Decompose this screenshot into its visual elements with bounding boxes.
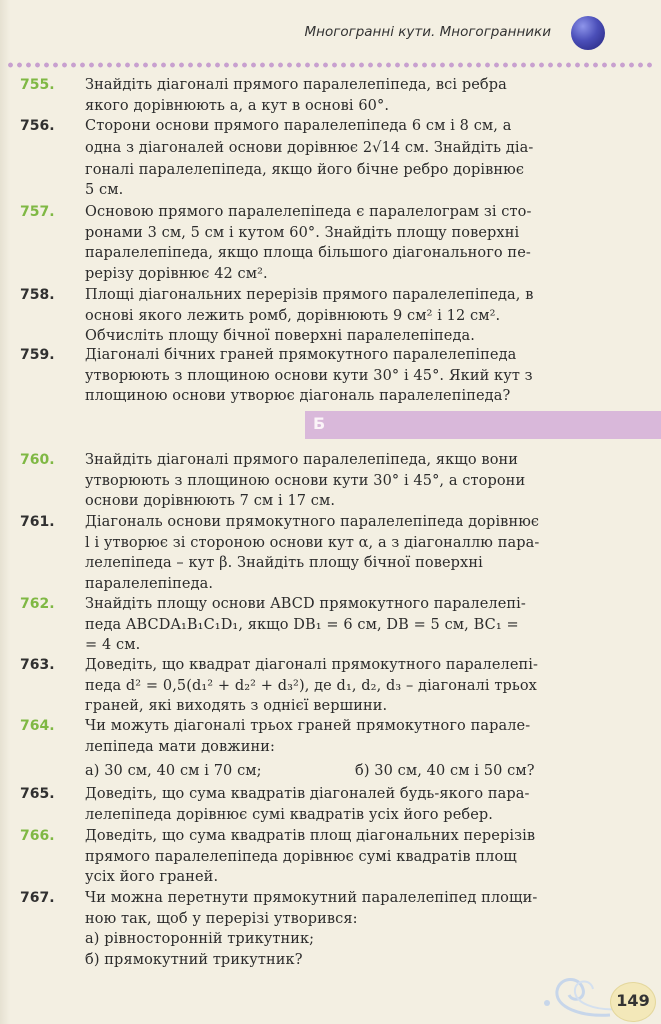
section-band: [305, 411, 661, 439]
problem-line: Доведіть, що сума квадратів площ діагональних перерізів: [85, 828, 536, 844]
problem-line: l і утворює зі стороною основи кут α, а з діагоналлю пара-: [85, 534, 540, 551]
problem-number: 760.: [20, 452, 55, 468]
problem-line: Знайдіть площу основи ABCD прямокутного паралелепі-: [85, 596, 526, 612]
answer-option-a: а) 30 см, 40 см і 70 см;: [85, 763, 262, 779]
problem-number: 758.: [20, 287, 55, 303]
problem-number: 764.: [20, 718, 55, 734]
answer-option-b: б) 30 см, 40 см і 50 см?: [355, 763, 535, 779]
problem-line: рерізу дорівнює 42 см².: [85, 265, 268, 282]
problem-line: Чи можна перетнути прямокутний паралелепіпед площи-: [85, 890, 538, 906]
problem-759: [20, 345, 612, 407]
page-header-title: Многогранні кути. Многогранники: [304, 24, 551, 40]
problem-761: [20, 512, 612, 594]
problem-line: усіх його граней.: [85, 869, 219, 885]
page-number: 149: [616, 991, 650, 1010]
problem-755: [20, 75, 612, 116]
problem-766: [20, 826, 612, 888]
problem-line: основі якого лежить ромб, дорівнюють 9 см² і 12 см².: [85, 307, 501, 324]
problem-line: 5 см.: [85, 182, 124, 198]
problem-line: площиною основи утворює діагональ паралелепіпеда?: [85, 388, 511, 404]
problem-line: паралелепіпеда.: [85, 575, 214, 592]
problem-line: ною так, щоб у перерізі утворився:: [85, 910, 358, 927]
problem-767: [20, 888, 612, 970]
problem-number: 767.: [20, 890, 55, 906]
problem-number: 765.: [20, 786, 55, 802]
problem-line: Доведіть, що квадрат діагоналі прямокутного паралелепі-: [85, 657, 539, 673]
problem-line: Діагоналі бічних граней прямокутного паралелепіпеда: [85, 347, 517, 363]
problem-line: Сторони основи прямого паралелепіпеда 6 см і 8 см, а: [85, 118, 512, 134]
problem-line: гоналі паралелепіпеда, якщо його бічне ребро дорівнює: [85, 161, 525, 178]
page-number-badge: [610, 982, 656, 1022]
problem-760: [20, 450, 612, 512]
problem-758: [20, 285, 612, 347]
problem-763: [20, 655, 612, 717]
problem-line: Знайдіть діагоналі прямого паралелепіпеда, всі ребра: [85, 77, 507, 93]
problem-756: [20, 116, 612, 201]
problem-line: ронами 3 см, 5 см і кутом 60°. Знайдіть площу поверхні: [85, 224, 520, 241]
problem-764: [20, 716, 612, 782]
problem-line: Діагональ основи прямокутного паралелепіпеда дорівнює: [85, 514, 540, 530]
problem-number: 756.: [20, 118, 55, 134]
problem-line: лелепіпеда дорівнює сумі квадратів усіх його ребер.: [85, 806, 493, 823]
problem-number: 766.: [20, 828, 55, 844]
problem-line: граней, які виходять з однієї вершини.: [85, 698, 388, 714]
problem-number: 759.: [20, 347, 55, 363]
problem-line: педа ABCDA₁B₁C₁D₁, якщо DB₁ = 6 см, DB = 5 см, BC₁ =: [85, 616, 519, 633]
problem-line: паралелепіпеда, якщо площа більшого діагонального пе-: [85, 245, 531, 261]
problem-number: 762.: [20, 596, 55, 612]
page-edge: [0, 0, 10, 1024]
problem-757: [20, 202, 612, 284]
problem-line: Чи можуть діагоналі трьох граней прямокутного парале-: [85, 718, 531, 734]
problem-765: [20, 784, 612, 825]
header-decoration-ball: [571, 16, 605, 50]
problem-number: 757.: [20, 204, 55, 220]
problem-line: Обчисліть площу бічної поверхні паралелепіпеда.: [85, 328, 475, 344]
problem-762: [20, 594, 612, 656]
problem-line: б) прямокутний трикутник?: [85, 951, 303, 968]
problem-line: прямого паралелепіпеда дорівнює сумі квадратів площ: [85, 848, 517, 865]
dotted-divider: [6, 62, 656, 68]
problem-line: = 4 см.: [85, 637, 141, 653]
problem-line: якого дорівнюють a, а кут в основі 60°.: [85, 97, 390, 114]
problem-line: лепіпеда мати довжини:: [85, 738, 275, 755]
answer-options: [85, 761, 612, 782]
problem-number: 761.: [20, 514, 55, 530]
problem-line: Площі діагональних перерізів прямого паралелепіпеда, в: [85, 287, 534, 303]
problem-line: лелепіпеда – кут β. Знайдіть площу бічної поверхні: [85, 555, 483, 571]
problem-line: а) рівносторонній трикутник;: [85, 931, 315, 947]
problem-line: основи дорівнюють 7 см і 17 см.: [85, 493, 336, 509]
problem-line: Основою прямого паралелепіпеда є паралелограм зі сто-: [85, 204, 532, 220]
section-label: Б: [313, 414, 326, 433]
problem-line: утворюють з площиною основи кути 30° і 45°, а сторони: [85, 472, 526, 489]
problem-number: 755.: [20, 77, 55, 93]
problem-number: 763.: [20, 657, 55, 673]
problem-line: Доведіть, що сума квадратів діагоналей будь-якого пара-: [85, 786, 530, 802]
problem-line: одна з діагоналей основи дорівнює 2√14 см. Знайдіть діа-: [85, 139, 534, 156]
problem-line: Знайдіть діагоналі прямого паралелепіпеда, якщо вони: [85, 452, 519, 468]
problem-line: утворюють з площиною основи кути 30° і 45°. Який кут з: [85, 367, 533, 384]
problem-line: педа d² = 0,5(d₁² + d₂² + d₃²), де d₁, d₂, d₃ – діагоналі трьох: [85, 677, 537, 694]
